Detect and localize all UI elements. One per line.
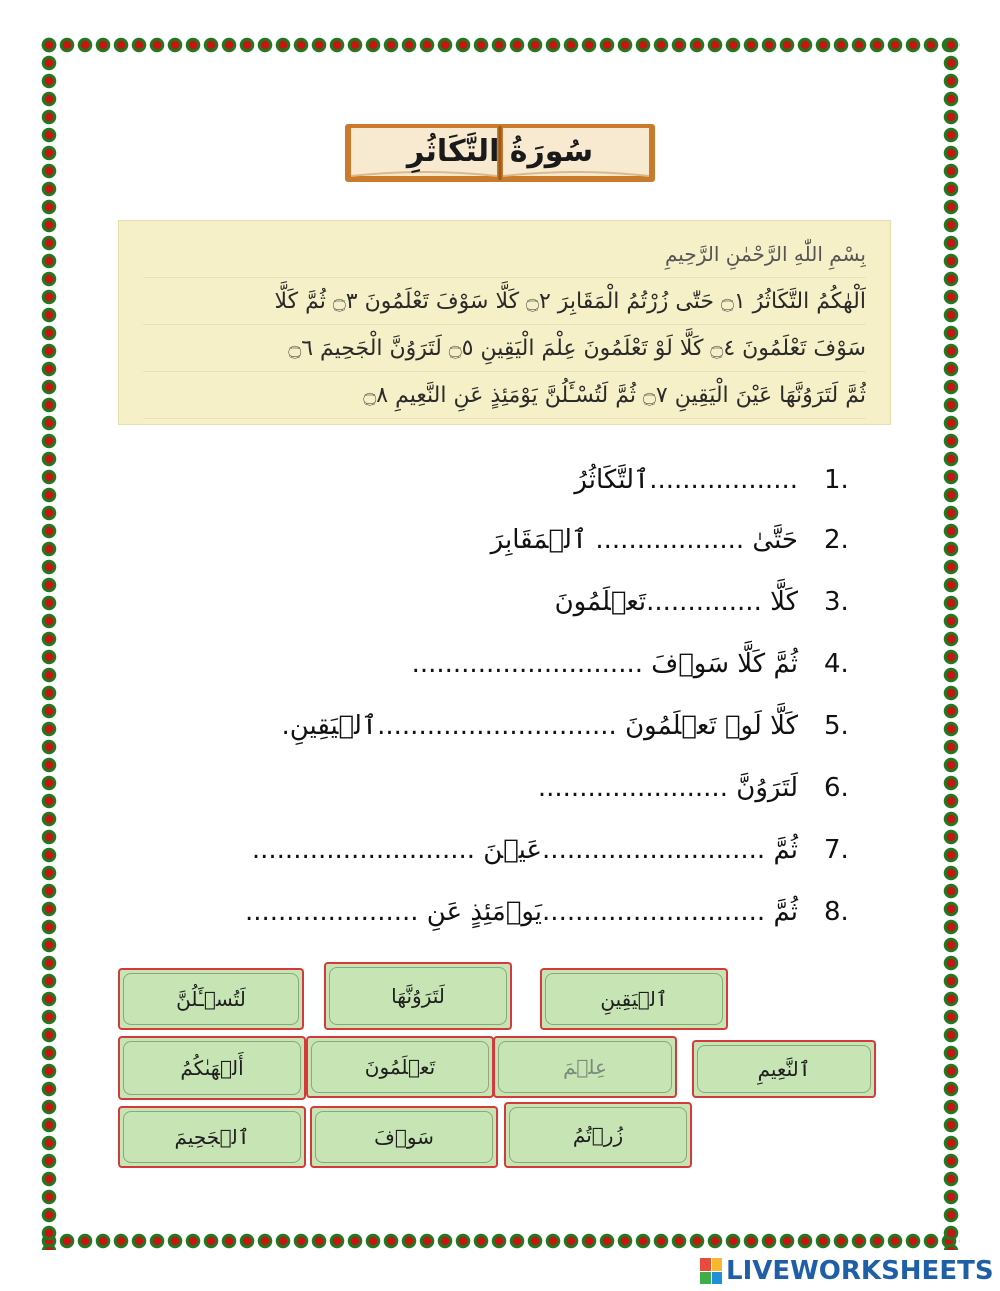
question-number: 8.: [824, 897, 849, 927]
word-choice-label: تَعۡلَمُونَ: [364, 1055, 436, 1079]
word-choice[interactable]: [540, 968, 728, 1030]
question-text[interactable]: ثُمَّ ...........................عَيۡنَ ...........................: [251, 835, 798, 865]
question-text[interactable]: كَلَّا لَوۡ تَعۡلَمُونَ .............................ٱلۡيَقِينِ.: [281, 711, 798, 741]
word-choice[interactable]: [324, 962, 512, 1030]
question-row: [491, 518, 860, 562]
basmala-line: بِسْمِ اللّٰهِ الرَّحْمٰنِ الرَّحِيمِ: [143, 231, 866, 278]
question-number: 7.: [824, 835, 849, 865]
word-choice[interactable]: [493, 1036, 677, 1098]
question-text[interactable]: ثُمَّ ...........................يَوۡمَئِذٍ عَنِ .....................: [244, 897, 798, 927]
word-choice[interactable]: [118, 1106, 306, 1168]
word-choice-label: عِلۡمَ: [563, 1055, 607, 1079]
word-choice-label: زُرۡتُمُ: [572, 1123, 624, 1147]
question-row: [281, 704, 860, 748]
question-number: 5.: [824, 711, 849, 741]
word-choice[interactable]: [118, 968, 304, 1030]
flower-border-bottom: [40, 1232, 960, 1250]
flower-border-right: [942, 36, 960, 1250]
page-title: سُورَةُ التَّكَاثُرِ: [406, 133, 594, 169]
word-choice-label: لَتَرَوُنَّهَا: [391, 984, 445, 1008]
flower-border-top: [40, 36, 960, 54]
question-text[interactable]: ..................ٱلتَّكَاثُرُ: [574, 465, 798, 495]
word-choice[interactable]: [310, 1106, 498, 1168]
question-text[interactable]: لَتَرَوُنَّ .......................: [537, 773, 798, 803]
word-choice-label: ٱلنَّعِيمِ: [757, 1057, 811, 1081]
question-row: [252, 828, 860, 872]
word-choice-label: أَلۡهَىٰكُمُ: [180, 1056, 244, 1080]
word-choice[interactable]: [504, 1102, 692, 1168]
question-row: [412, 642, 860, 686]
question-text[interactable]: حَتَّىٰ .................. ٱلۡمَقَابِرَ: [490, 525, 798, 555]
title-banner: [345, 120, 655, 182]
word-choice-label: سَوۡفَ: [374, 1125, 434, 1149]
flower-border-left: [40, 36, 58, 1250]
question-number: 3.: [824, 587, 849, 617]
question-row: [574, 458, 860, 502]
word-choice[interactable]: [692, 1040, 876, 1098]
verse-line: ثُمَّ لَتَرَوُنَّهَا عَيْنَ الْيَقِينِ ۝٧ ثُمَّ لَتُسْـَٔلُنَّ يَوْمَئِذٍ عَنِ النَّعِيمِ ۝٨: [143, 372, 866, 419]
question-number: 2.: [824, 525, 849, 555]
question-text[interactable]: كَلَّا ..............تَعۡلَمُونَ: [554, 587, 798, 617]
word-choice-label: ٱلۡجَحِيمَ: [174, 1125, 250, 1149]
word-choice-label: لَتُسۡـَٔلُنَّ: [176, 987, 246, 1011]
word-choice[interactable]: [118, 1036, 306, 1100]
verse-line: اَلْهٰكُمُ التَّكَاثُرُ ۝١ حَتّٰى زُرْتُمُ الْمَقَابِرَ ۝٢ كَلَّا سَوْفَ تَعْلَمُونَ ۝٣ ثُمَّ كَلَّا: [143, 278, 866, 325]
question-row: [555, 580, 860, 624]
question-row: [538, 766, 860, 810]
question-number: 1.: [824, 465, 849, 495]
brand-name: LIVEWORKSHEETS: [726, 1256, 994, 1286]
word-choice-label: ٱلۡيَقِينِ: [600, 987, 668, 1011]
question-row: [245, 890, 860, 934]
question-text[interactable]: ثُمَّ كَلَّا سَوۡفَ ............................: [411, 649, 798, 679]
quran-verses-panel: [118, 220, 891, 425]
liveworksheets-brand[interactable]: [700, 1256, 994, 1286]
question-number: 6.: [824, 773, 849, 803]
question-number: 4.: [824, 649, 849, 679]
word-choice[interactable]: [306, 1036, 494, 1098]
liveworksheets-logo-icon: [700, 1258, 722, 1284]
verse-line: سَوْفَ تَعْلَمُونَ ۝٤ كَلَّا لَوْ تَعْلَمُونَ عِلْمَ الْيَقِينِ ۝٥ لَتَرَوُنَّ الْجَحِيمَ ۝٦: [143, 325, 866, 372]
